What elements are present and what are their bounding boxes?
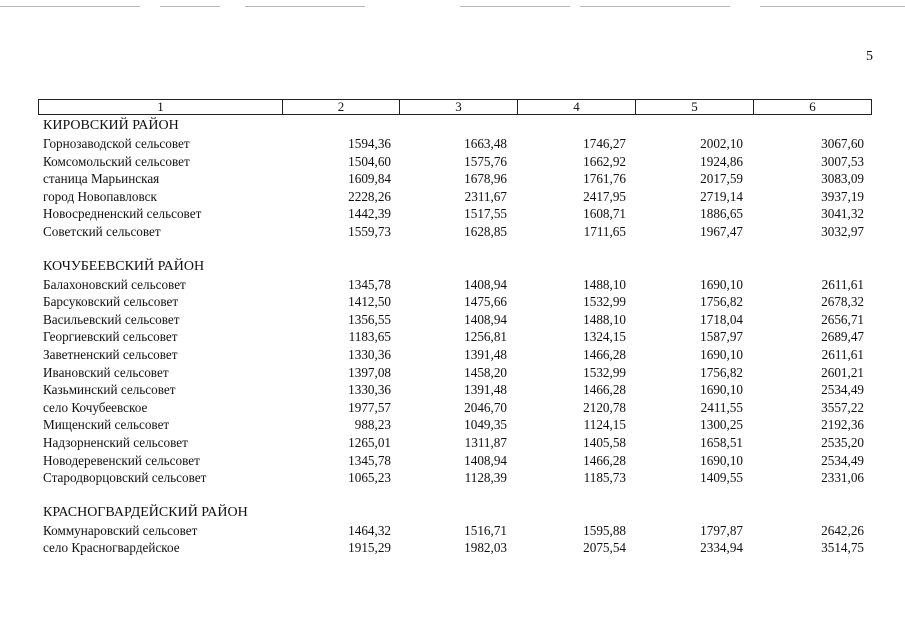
value-col-5: 1409,55: [700, 470, 743, 486]
section-title: КРАСНОГВАРДЕЙСКИЙ РАЙОН: [43, 504, 248, 520]
table-row: [43, 381, 868, 399]
row-name: город Новопавловск: [43, 188, 157, 204]
section-kirovsky: [43, 116, 868, 241]
row-name: село Кочубеевское: [43, 399, 148, 415]
table-header-row: [38, 99, 872, 115]
table-row: [43, 188, 868, 206]
row-name: Стародворцовский сельсовет: [43, 470, 207, 486]
value-col-5: 1886,65: [700, 206, 743, 222]
table-row: [43, 170, 868, 188]
scan-artifact-line: [0, 6, 905, 7]
value-col-3: 1575,76: [464, 153, 507, 169]
value-col-2: 1609,84: [348, 171, 391, 187]
value-col-6: 2656,71: [821, 311, 864, 327]
value-col-3: 1391,48: [464, 382, 507, 398]
value-col-2: 1330,36: [348, 346, 391, 362]
table-row: [43, 364, 868, 382]
value-col-2: 1412,50: [348, 294, 391, 310]
table-row: [43, 311, 868, 329]
value-col-6: 3557,22: [821, 399, 864, 415]
section-krasnogvardeysky: [43, 503, 868, 557]
value-col-3: 1408,94: [464, 276, 507, 292]
value-col-5: 1924,86: [700, 153, 743, 169]
table-row: [43, 223, 868, 241]
table-row: [43, 276, 868, 294]
value-col-2: 1977,57: [348, 399, 391, 415]
value-col-2: 1559,73: [348, 223, 391, 239]
value-col-6: 3937,19: [821, 188, 864, 204]
value-col-4: 1746,27: [583, 136, 626, 151]
value-col-5: 1756,82: [700, 364, 743, 380]
value-col-4: 1488,10: [583, 311, 626, 327]
value-col-2: 1183,65: [348, 329, 391, 345]
value-col-3: 1408,94: [464, 452, 507, 468]
value-col-4: 1185,73: [583, 470, 626, 486]
value-col-5: 1797,87: [700, 522, 743, 538]
row-name: Барсуковский сельсовет: [43, 294, 179, 310]
row-name: Георгиевский сельсовет: [43, 329, 178, 345]
value-col-3: 1628,85: [464, 223, 507, 239]
value-col-4: 1466,28: [583, 382, 626, 398]
table-row: [43, 346, 868, 364]
table-body: [43, 116, 868, 573]
row-name: Ивановский сельсовет: [43, 364, 169, 380]
value-col-3: 1517,55: [464, 206, 507, 222]
table-row: [43, 293, 868, 311]
value-col-3: 1408,94: [464, 311, 507, 327]
value-col-2: 1464,32: [348, 522, 391, 538]
table-row: [43, 399, 868, 417]
value-col-6: 2678,32: [821, 294, 864, 310]
value-col-6: 3514,75: [821, 540, 864, 556]
table-row: [43, 135, 868, 153]
value-col-3: 2046,70: [464, 399, 507, 415]
value-col-4: 1532,99: [583, 294, 626, 310]
value-col-5: 1690,10: [700, 382, 743, 398]
value-col-2: 1442,39: [348, 206, 391, 222]
table-row: [43, 469, 868, 487]
value-col-3: 1663,48: [464, 136, 507, 151]
table-row: [43, 434, 868, 452]
value-col-4: 2120,78: [583, 399, 626, 415]
value-col-5: 1690,10: [700, 276, 743, 292]
value-col-5: 2719,14: [700, 188, 743, 204]
value-col-2: 2228,26: [348, 188, 391, 204]
value-col-6: 2611,61: [821, 346, 864, 362]
value-col-2: 1594,36: [348, 136, 391, 151]
value-col-4: 1324,15: [583, 329, 626, 345]
value-col-4: 2075,54: [583, 540, 626, 556]
value-col-4: 1608,71: [583, 206, 626, 222]
page-number: 5: [866, 49, 873, 64]
value-col-6: 2601,21: [821, 364, 864, 380]
value-col-5: 1690,10: [700, 346, 743, 362]
header-cell-1: 1: [39, 100, 283, 114]
value-col-6: 3007,53: [821, 153, 864, 169]
row-name: Надзорненский сельсовет: [43, 434, 188, 450]
value-col-6: 3032,97: [821, 223, 864, 239]
value-col-5: 1300,25: [700, 417, 743, 433]
value-col-3: 1475,66: [464, 294, 507, 310]
value-col-6: 2642,26: [821, 522, 864, 538]
header-cell-4: 4: [518, 100, 636, 114]
value-col-5: 1718,04: [700, 311, 743, 327]
value-col-3: 2311,67: [464, 188, 507, 204]
header-cell-6: 6: [809, 99, 816, 114]
value-col-4: 1595,88: [583, 522, 626, 538]
row-name: Балахоновский сельсовет: [43, 276, 186, 292]
header-cell-5: 5: [636, 100, 754, 114]
value-col-2: 1065,23: [348, 470, 391, 486]
value-col-2: 988,23: [354, 417, 391, 433]
value-col-4: 1662,92: [583, 153, 626, 169]
value-col-6: 3083,09: [821, 171, 864, 187]
value-col-3: 1128,39: [464, 470, 507, 486]
row-name: Коммунаровский сельсовет: [43, 522, 198, 538]
value-col-3: 1516,71: [464, 522, 507, 538]
value-col-3: 1311,87: [464, 434, 507, 450]
value-col-5: 2411,55: [700, 399, 743, 415]
value-col-6: 2611,61: [821, 276, 864, 292]
value-col-6: 2535,20: [821, 434, 864, 450]
row-name: Горнозаводской сельсовет: [43, 136, 190, 151]
value-col-4: 1761,76: [583, 171, 626, 187]
row-name: Советский сельсовет: [43, 223, 161, 239]
table-row: [43, 452, 868, 470]
value-col-5: 1690,10: [700, 452, 743, 468]
value-col-6: 2192,36: [821, 417, 864, 433]
section-title: КОЧУБЕЕВСКИЙ РАЙОН: [43, 258, 205, 274]
value-col-3: 1458,20: [464, 364, 507, 380]
value-col-4: 1405,58: [583, 434, 626, 450]
value-col-4: 1532,99: [583, 364, 626, 380]
table-row: [43, 153, 868, 171]
header-cell-3: 3: [400, 100, 518, 114]
value-col-2: 1345,78: [348, 276, 391, 292]
value-col-4: 1466,28: [583, 452, 626, 468]
value-col-2: 1915,29: [348, 540, 391, 556]
row-name: Заветненский сельсовет: [43, 346, 178, 362]
row-name: Комсомольский сельсовет: [43, 153, 190, 169]
value-col-3: 1982,03: [464, 540, 507, 556]
row-name: Новосредненский сельсовет: [43, 206, 202, 222]
value-col-3: 1391,48: [464, 346, 507, 362]
value-col-5: 1587,97: [700, 329, 743, 345]
row-name: Мищенский сельсовет: [43, 417, 170, 433]
value-col-2: 1504,60: [348, 153, 391, 169]
value-col-6: 3067,60: [821, 136, 864, 151]
header-cell-2: 2: [283, 100, 400, 114]
value-col-2: 1345,78: [348, 452, 391, 468]
value-col-6: 2534,49: [821, 382, 864, 398]
table-row: [43, 539, 868, 557]
value-col-5: 1658,51: [700, 434, 743, 450]
row-name: станица Марьинская: [43, 171, 160, 187]
value-col-5: 2017,59: [700, 171, 743, 187]
section-kochubeevsky: [43, 257, 868, 487]
table-row: [43, 328, 868, 346]
value-col-2: 1265,01: [348, 434, 391, 450]
row-name: Новодеревенский сельсовет: [43, 452, 200, 468]
value-col-5: 2334,94: [700, 540, 743, 556]
value-col-4: 1488,10: [583, 276, 626, 292]
row-name: село Красногвардейское: [43, 540, 180, 556]
row-name: Казьминский сельсовет: [43, 382, 176, 398]
value-col-3: 1256,81: [464, 329, 507, 345]
value-col-6: 3041,32: [821, 206, 864, 222]
value-col-2: 1397,08: [348, 364, 391, 380]
value-col-5: 2002,10: [700, 136, 743, 151]
value-col-5: 1967,47: [700, 223, 743, 239]
value-col-2: 1330,36: [348, 382, 391, 398]
value-col-3: 1049,35: [464, 417, 507, 433]
value-col-6: 2534,49: [821, 452, 864, 468]
value-col-4: 1466,28: [583, 346, 626, 362]
value-col-2: 1356,55: [348, 311, 391, 327]
value-col-4: 1124,15: [583, 417, 626, 433]
row-name: Васильевский сельсовет: [43, 311, 180, 327]
value-col-6: 2689,47: [821, 329, 864, 345]
value-col-6: 2331,06: [821, 470, 864, 486]
table-row: [43, 205, 868, 223]
value-col-4: 2417,95: [583, 188, 626, 204]
value-col-3: 1678,96: [464, 171, 507, 187]
value-col-4: 1711,65: [583, 223, 626, 239]
table-row: [43, 522, 868, 540]
table-row: [43, 416, 868, 434]
section-title: КИРОВСКИЙ РАЙОН: [43, 118, 179, 133]
value-col-5: 1756,82: [700, 294, 743, 310]
